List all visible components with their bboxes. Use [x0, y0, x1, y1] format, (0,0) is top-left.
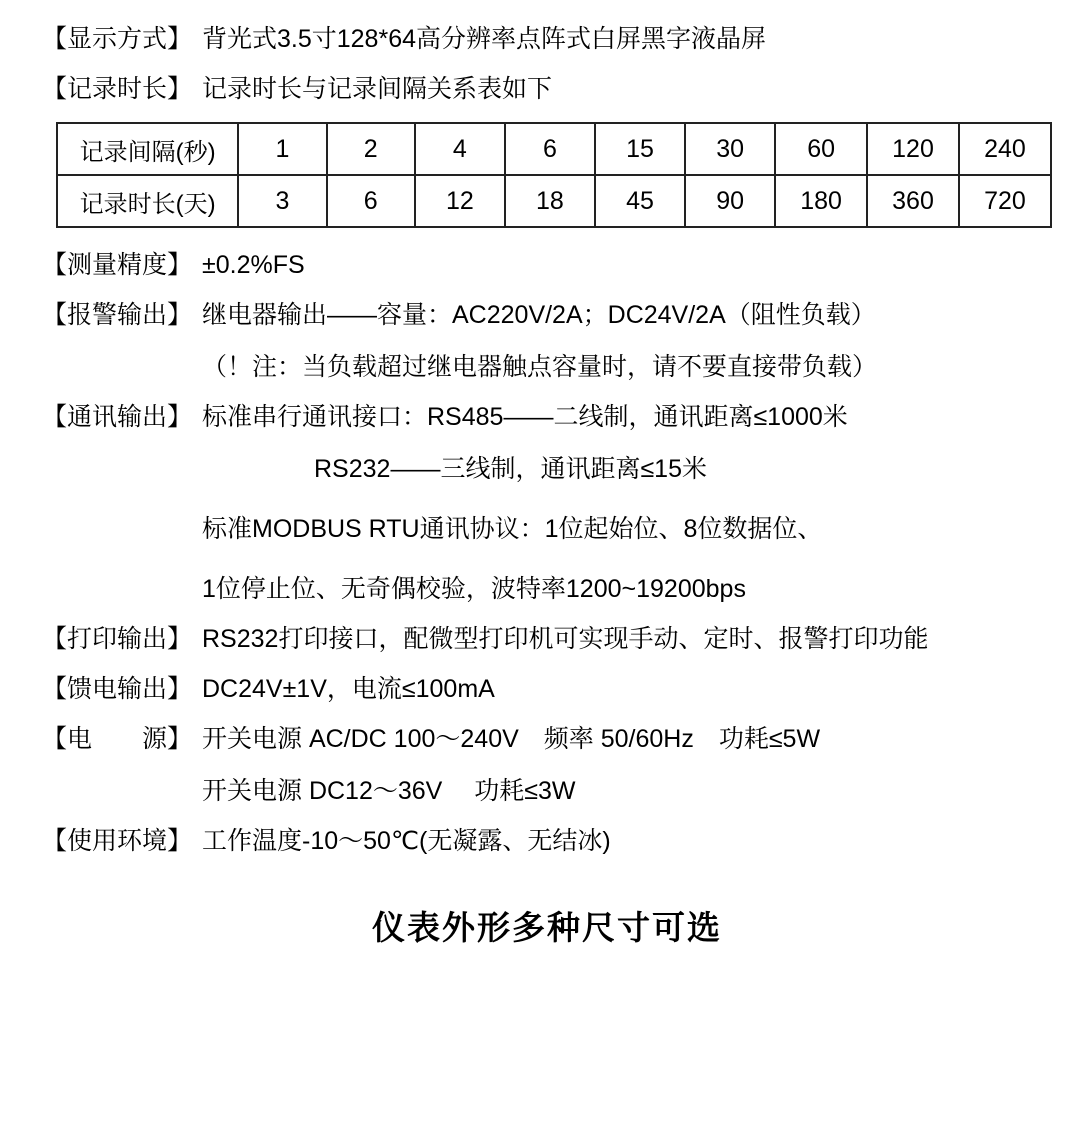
table-cell-duration-2: 12: [415, 175, 505, 227]
spec-row-record-duration: [42, 72, 1052, 106]
spec-value-record-duration: 记录时长与记录间隔关系表如下: [202, 75, 553, 103]
table-cell-interval-8: 240: [959, 123, 1051, 175]
power-line-2: 开关电源 DC12～36V 功耗≤3W: [202, 777, 576, 805]
table-row-header-duration: 记录时长(天): [57, 175, 238, 227]
comm-line-2: RS232——三线制，通讯距离≤15米: [314, 455, 707, 483]
spec-value-display: 背光式3.5寸128*64高分辨率点阵式白屏黑字液晶屏: [202, 25, 767, 53]
table-cell-interval-4: 15: [595, 123, 685, 175]
spec-value-environment: 工作温度-10～50℃(无凝露、无结冰): [202, 827, 611, 855]
table-row-header-interval: 记录间隔(秒): [57, 123, 238, 175]
spec-value-power-supply: [202, 722, 1052, 808]
table-row: [57, 123, 1051, 175]
table-cell-duration-1: 6: [327, 175, 415, 227]
table-cell-interval-3: 6: [505, 123, 595, 175]
comm-line-1: 标准串行通讯接口：RS485——二线制，通讯距离≤1000米: [202, 403, 848, 431]
table-cell-interval-7: 120: [867, 123, 959, 175]
spec-row-power-supply: [42, 722, 1052, 808]
spec-value-print-output: RS232打印接口，配微型打印机可实现手动、定时、报警打印功能: [202, 625, 929, 653]
spec-label-power-feed-output: 【馈电输出】: [42, 675, 193, 703]
spec-row-comm-output: [42, 400, 1052, 606]
table-row: [57, 175, 1051, 227]
spec-label-power-supply: 【电 源】: [42, 725, 193, 753]
alarm-line-1: 继电器输出——容量：AC220V/2A；DC24V/2A（阻性负载）: [202, 301, 876, 329]
spec-row-print-output: [42, 622, 1052, 656]
comm-line-4: 1位停止位、无奇偶校验，波特率1200~19200bps: [202, 575, 746, 603]
spec-row-alarm-output: [42, 298, 1052, 384]
spec-row-environment: [42, 824, 1052, 858]
record-interval-table: [56, 122, 1052, 228]
table-cell-interval-0: 1: [238, 123, 326, 175]
spec-label-print-output: 【打印输出】: [42, 625, 193, 653]
spec-label-accuracy: 【测量精度】: [42, 251, 193, 279]
spec-label-record-duration: 【记录时长】: [42, 75, 193, 103]
footer-title: 仪表外形多种尺寸可选: [372, 909, 722, 946]
spec-label-comm-output: 【通讯输出】: [42, 403, 193, 431]
table-cell-interval-6: 60: [775, 123, 867, 175]
table-cell-interval-2: 4: [415, 123, 505, 175]
table-cell-duration-8: 720: [959, 175, 1051, 227]
table-cell-duration-4: 45: [595, 175, 685, 227]
spec-row-power-feed-output: [42, 672, 1052, 706]
comm-line-3: 标准MODBUS RTU通讯协议：1位起始位、8位数据位、: [202, 515, 823, 543]
power-line-1: 开关电源 AC/DC 100～240V 频率 50/60Hz 功耗≤5W: [202, 725, 821, 753]
spec-value-comm-output: [202, 400, 1052, 606]
spec-label-alarm-output: 【报警输出】: [42, 301, 193, 329]
spec-value-accuracy: ±0.2%FS: [202, 251, 305, 279]
table-cell-duration-0: 3: [238, 175, 326, 227]
spec-value-alarm-output: [202, 298, 1052, 384]
spec-label-environment: 【使用环境】: [42, 827, 193, 855]
table-cell-duration-5: 90: [685, 175, 775, 227]
spec-label-display: 【显示方式】: [42, 25, 193, 53]
alarm-line-2: （！注：当负载超过继电器触点容量时，请不要直接带负载）: [202, 353, 878, 381]
spec-row-accuracy: [42, 248, 1052, 282]
spec-row-display: [42, 22, 1052, 56]
table-cell-duration-7: 360: [867, 175, 959, 227]
spec-value-power-feed-output: DC24V±1V，电流≤100mA: [202, 675, 495, 703]
table-cell-interval-1: 2: [327, 123, 415, 175]
table-cell-duration-6: 180: [775, 175, 867, 227]
table-cell-interval-5: 30: [685, 123, 775, 175]
record-interval-table-wrap: [56, 122, 1052, 228]
table-cell-duration-3: 18: [505, 175, 595, 227]
